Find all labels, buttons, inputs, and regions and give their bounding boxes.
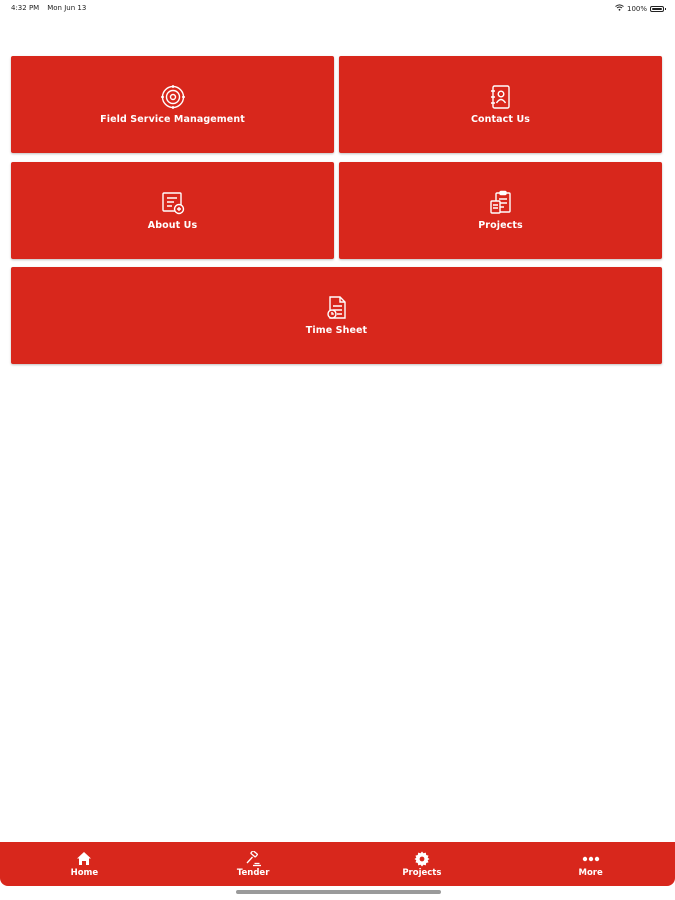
bottom-navigation: [0, 842, 675, 886]
more-dots-icon: [582, 850, 600, 867]
tile-field-service-management[interactable]: [11, 56, 334, 153]
nav-label: Projects: [402, 868, 442, 878]
tile-label: Projects: [478, 220, 523, 231]
tile-about-us[interactable]: [11, 162, 334, 259]
gear-icon: [414, 850, 430, 867]
nav-label: More: [578, 868, 603, 878]
status-right: [615, 4, 664, 13]
battery-percent: 100%: [626, 4, 647, 13]
tile-label: Time Sheet: [305, 325, 368, 336]
status-time: 4:32 PM: [11, 4, 40, 12]
tile-label: Contact Us: [470, 114, 531, 125]
status-left: [11, 4, 86, 12]
nav-label: Tender: [236, 868, 270, 878]
nav-label: Home: [70, 868, 99, 878]
wifi-icon: [615, 4, 624, 13]
nav-item-tender[interactable]: [169, 842, 338, 886]
status-date: Mon Jun 13: [47, 4, 87, 12]
info-board-icon: [160, 190, 186, 216]
contact-book-icon: [488, 84, 514, 110]
tile-projects[interactable]: [339, 162, 662, 259]
nav-item-projects[interactable]: [338, 842, 507, 886]
clipboard-icon: [488, 190, 514, 216]
timesheet-document-icon: [324, 295, 350, 321]
tile-contact-us[interactable]: [339, 56, 662, 153]
gavel-icon: [244, 850, 262, 867]
home-icon: [76, 850, 92, 867]
target-icon: [160, 84, 186, 110]
home-indicator: [236, 890, 441, 894]
tile-label: About Us: [147, 220, 198, 231]
nav-item-home[interactable]: [0, 842, 169, 886]
battery-icon: [650, 6, 664, 12]
nav-item-more[interactable]: [506, 842, 675, 886]
tile-label: Field Service Management: [100, 114, 245, 125]
tile-time-sheet[interactable]: [11, 267, 662, 364]
status-bar: [0, 0, 675, 16]
